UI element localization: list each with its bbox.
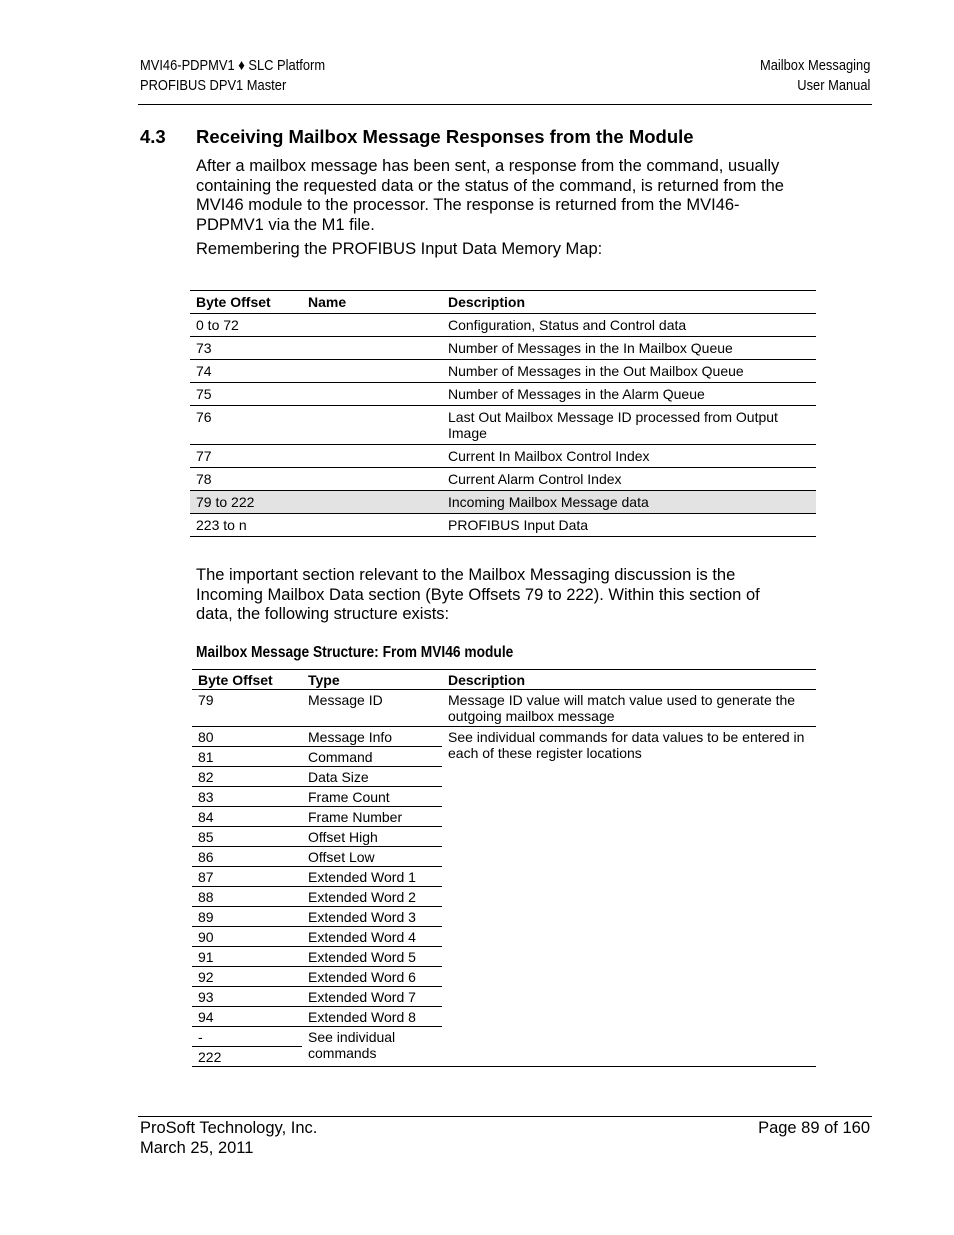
byte-offset-cell: 90 [192,927,302,947]
text-line: PDPMV1 via the M1 file. [196,216,375,235]
byte-offset-cell: 84 [192,807,302,827]
col-header-description: Description [442,670,816,690]
byte-offset-cell: 76 [190,406,302,445]
byte-offset-cell: 91 [192,947,302,967]
header-doc-type: User Manual [796,76,870,94]
section-number: 4.3 [140,126,166,147]
type-cell: See individual commands [308,1029,396,1061]
byte-offset-cell: 88 [192,887,302,907]
byte-offset-cell: 83 [192,787,302,807]
byte-offset-cell: 73 [190,337,302,360]
col-header-type: Type [302,670,442,690]
footer-divider [138,1116,872,1117]
header-chapter: Mailbox Messaging [759,57,870,74]
byte-offset-cell: 82 [192,767,302,787]
name-cell [302,445,442,468]
type-cell: Extended Word 6 [302,967,442,987]
table-row [192,690,816,727]
byte-offset-cell: 79 [192,690,302,727]
byte-offset-cell: 81 [192,747,302,767]
type-cell: Frame Count [302,787,442,807]
col-header-byte-offset: Byte Offset [192,670,302,690]
description-cell: PROFIBUS Input Data [442,514,816,537]
table-row [190,445,816,468]
type-cell: Offset Low [302,847,442,867]
text-line: Incoming Mailbox Data section (Byte Offsets 79 to 222). Within this section of [196,585,760,604]
table-row [190,468,816,491]
table-header-row [190,291,816,314]
name-cell [302,337,442,360]
byte-offset-cell: 78 [190,468,302,491]
section-heading [140,126,694,148]
footer-right [758,1119,870,1139]
byte-offset-cell: 222 [198,1049,222,1065]
table-row [192,727,816,747]
description-cell: Incoming Mailbox Message data [442,491,816,514]
type-cell: Extended Word 7 [302,987,442,1007]
byte-offset-cell: 223 to n [190,514,302,537]
byte-offset-cell: 80 [192,727,302,747]
byte-offset-cell: 74 [190,360,302,383]
table-row [190,314,816,337]
type-cell: Data Size [302,767,442,787]
type-cell: Extended Word 1 [302,867,442,887]
remember-paragraph [196,240,836,260]
type-cell: Extended Word 5 [302,947,442,967]
description-cell: Number of Messages in the In Mailbox Queue [442,337,816,360]
name-cell [302,406,442,445]
text-line: containing the requested data or the status of the command, is returned from the [196,176,784,195]
section-title: Receiving Mailbox Message Responses from the Module [196,126,694,147]
name-cell [302,360,442,383]
type-cell: Frame Number [302,807,442,827]
col-header-description: Description [442,291,816,314]
text-line: Remembering the PROFIBUS Input Data Memory Map: [196,240,603,258]
byte-offset-cell: - [192,1027,302,1047]
table-row [190,337,816,360]
description-cell: Configuration, Status and Control data [442,314,816,337]
type-cell: Offset High [302,827,442,847]
intro-paragraph [196,157,836,236]
name-cell [302,514,442,537]
text-line: After a mailbox message has been sent, a response from the command, usually [196,157,780,175]
byte-offset-cell: 94 [192,1007,302,1027]
type-cell: Command [302,747,442,767]
name-cell [302,314,442,337]
footer-date: March 25, 2011 [140,1138,254,1157]
text-line: MVI46 module to the processor. The response is returned from the MVI46- [196,196,740,215]
byte-offset-cell: 75 [190,383,302,406]
byte-offset-cell: 0 to 72 [190,314,302,337]
important-paragraph [196,566,836,625]
col-header-name: Name [302,291,442,314]
type-cell: Message ID [302,690,442,727]
running-header-left [140,56,768,95]
text-line: The important section relevant to the Mailbox Messaging discussion is the [196,566,736,584]
name-cell [302,383,442,406]
table-row [190,514,816,537]
description-cell: Current Alarm Control Index [442,468,816,491]
description-cell: Number of Messages in the Out Mailbox Queue [442,360,816,383]
byte-offset-cell: 89 [192,907,302,927]
mailbox-structure-table [192,669,816,1067]
byte-offset-cell: 92 [192,967,302,987]
byte-offset-cell: 79 to 222 [190,491,302,514]
table-row [190,406,816,445]
byte-offset-cell: 85 [192,827,302,847]
byte-offset-cell: 77 [190,445,302,468]
description-cell: Last Out Mailbox Message ID processed from Output Image [442,406,816,445]
type-cell: Extended Word 3 [302,907,442,927]
table-header-row [192,670,816,690]
table-caption: Mailbox Message Structure: From MVI46 module [196,644,514,661]
type-cell: Extended Word 2 [302,887,442,907]
header-subtitle: PROFIBUS DPV1 Master [140,76,287,94]
page-number: Page 89 of 160 [758,1119,870,1137]
table-row [190,360,816,383]
type-cell: Message Info [302,727,442,747]
running-header-right [760,56,870,95]
description-cell: Number of Messages in the Alarm Queue [442,383,816,406]
byte-offset-cell: 87 [192,867,302,887]
shared-description-cell: See individual commands for data values to be entered in each of these register locations [448,729,805,761]
header-divider [138,104,872,105]
description-cell: Current In Mailbox Control Index [442,445,816,468]
table-row [190,383,816,406]
byte-offset-cell: 93 [192,987,302,1007]
col-header-byte-offset: Byte Offset [190,291,302,314]
footer-company: ProSoft Technology, Inc. [140,1119,318,1137]
table-row-highlighted [190,491,816,514]
type-cell: Extended Word 4 [302,927,442,947]
type-cell: Extended Word 8 [302,1007,442,1027]
text-line: data, the following structure exists: [196,605,450,624]
footer-left [140,1119,317,1158]
header-product: MVI46-PDPMV1 ♦ SLC Platform [140,57,326,74]
description-cell: Message ID value will match value used to generate the outgoing mailbox message [442,690,816,727]
input-memory-map-table [190,290,816,537]
name-cell [302,491,442,514]
name-cell [302,468,442,491]
byte-offset-cell: 86 [192,847,302,867]
